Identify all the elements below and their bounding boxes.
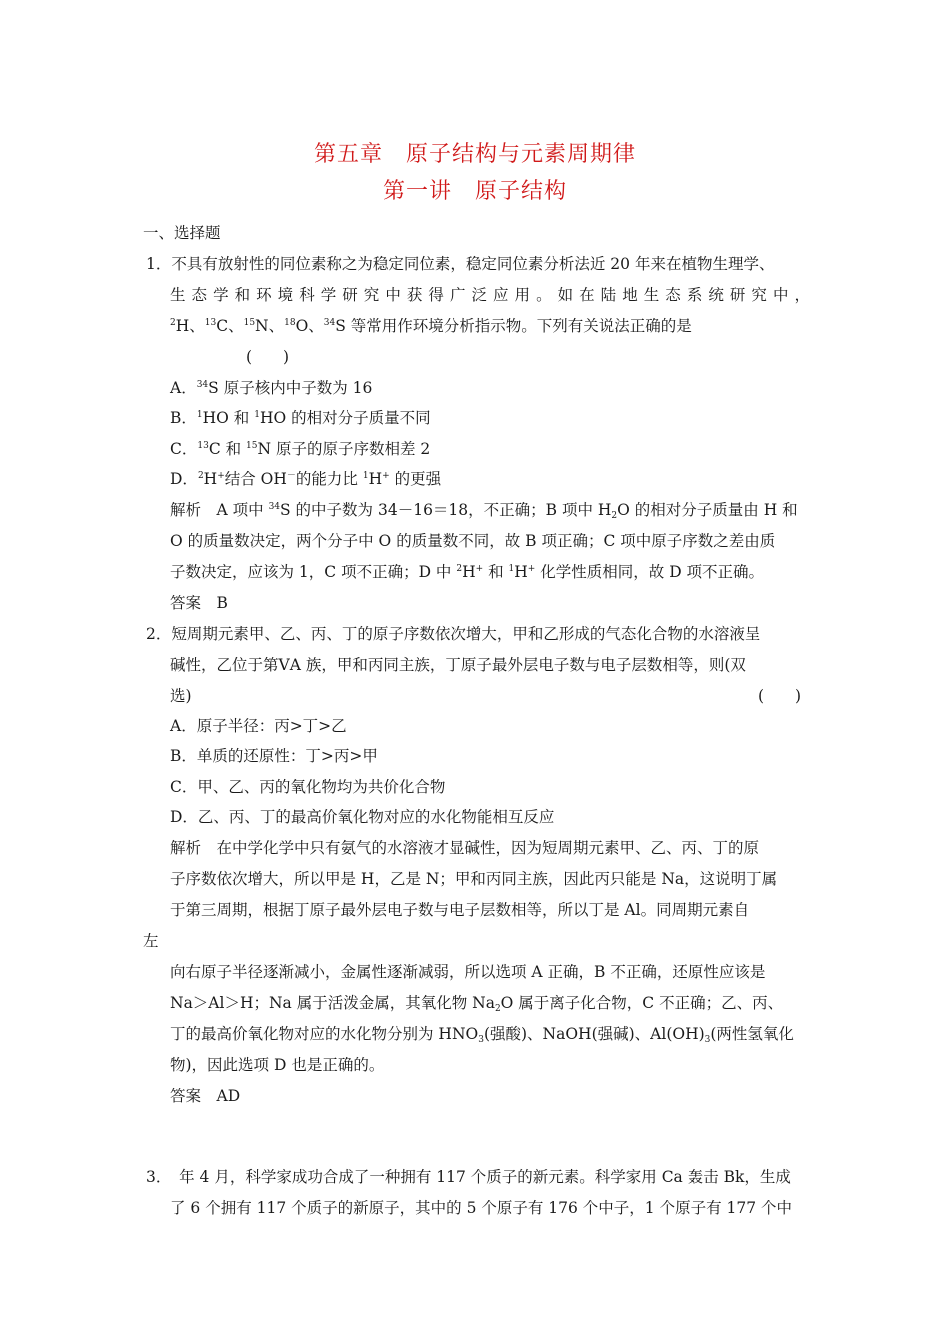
q1-option-d: D．$^2$H+结合 OH－的能力比 $^1$H+ 的更强 <box>170 470 442 488</box>
q2-stem-line-1: 2．短周期元素甲、乙、丙、丁的原子序数依次增大，甲和乙形成的气态化合物的水溶液呈 <box>146 625 761 643</box>
q2-option-d: D．乙、丙、丁的最高价氧化物对应的水化物能相互反应 <box>170 808 555 826</box>
q2-analysis-line-6: Na＞Al＞H；Na 属于活泼金属，其氧化物 $Na_2O$ 属于离子化合物，C 不正确；乙、丙、 <box>170 994 784 1014</box>
q1-stem-line-1: 1．不具有放射性的同位素称之为稳定同位素，稳定同位素分析法近 20 年来在植物生理学、 <box>146 255 775 273</box>
q1-analysis-line-1: 解析 A 项中 $^{34}$S 的中子数为 34－16＝18，不正确；B 项中 $H_2O$ 的相对分子质量由 H 和 <box>170 501 798 521</box>
q2-stem-line-2: 碱性，乙位于第ⅤA 族，甲和丙同主族，丁原子最外层电子数与电子层数相等，则(双 <box>170 656 746 674</box>
q2-analysis-line-2: 子序数依次增大，所以甲是 H，乙是 N；甲和丙同主族，因此丙只能是 Na，这说明丁属 <box>170 870 778 888</box>
section-heading: 一、选择题 <box>143 224 221 242</box>
chapter-title: 第五章 原子结构与元素周期律 <box>313 142 636 167</box>
q1-option-b: B．$^1$HO 和 $^1$HO 的相对分子质量不同 <box>170 409 431 427</box>
q2-option-c: C．甲、乙、丙的氧化物均为共价化合物 <box>170 778 446 796</box>
q1-option-c: C．$^{13}$C 和 $^{15}$N 原子的原子序数相差 2 <box>170 440 431 458</box>
q2-analysis-line-5: 向右原子半径逐渐减小，金属性逐渐减弱，所以选项 A 正确，B 不正确，还原性应该是 <box>170 963 766 981</box>
q1-stem-line-2: 生态学和环境科学研究中获得广泛应用。如在陆地生态系统研究中， <box>170 286 810 304</box>
q2-analysis-line-4: 左 <box>143 932 159 950</box>
lesson-title: 第一讲 原子结构 <box>382 179 567 204</box>
q3-stem-line-1: 3． 年 4 月，科学家成功合成了一种拥有 117 个质子的新元素。科学家用 Ca 轰击 Bk，生成 <box>146 1168 791 1186</box>
q2-option-a: A．原子半径：丙>丁>乙 <box>170 717 347 735</box>
q2-answer: 答案 AD <box>170 1087 241 1105</box>
q2-answer-blank: ( ) <box>758 687 802 705</box>
q1-stem-line-3: $^2$H、$^{13}$C、$^{15}$N、$^{18}$O、$^{34}$S 等常用作环境分析指示物。下列有关说法正确的是 <box>170 317 692 335</box>
q1-answer: 答案 B <box>170 594 228 612</box>
q2-option-b: B．单质的还原性：丁>丙>甲 <box>170 747 378 765</box>
q3-stem-line-2: 了 6 个拥有 117 个质子的新原子，其中的 5 个原子有 176 个中子，1 个原子有 177 个中 <box>170 1199 793 1217</box>
q1-analysis-line-3: 子数决定，应该为 1，C 项不正确；D 中 $^2$H+ 和 $^1$H+ 化学性质相同，故 D 项不正确。 <box>170 563 765 581</box>
q1-answer-blank: ( ) <box>246 348 290 366</box>
q2-analysis-line-7: 丁的最高价氧化物对应的水化物分别为 $HNO_3$(强酸)、NaOH(强碱)、$Al(OH)_3$(两性氢氧化 <box>170 1025 794 1045</box>
q2-analysis-line-8: 物)，因此选项 D 也是正确的。 <box>170 1056 385 1074</box>
q2-stem-line-3: 选) <box>170 687 192 705</box>
q1-analysis-line-2: O 的质量数决定，两个分子中 O 的质量数不同，故 B 项正确；C 项中原子序数之差由质 <box>170 532 776 550</box>
q1-option-a: A．$^{34}$S 原子核内中子数为 16 <box>170 379 373 397</box>
q2-analysis-line-1: 解析 在中学化学中只有氨气的水溶液才显碱性，因为短周期元素甲、乙、丙、丁的原 <box>170 839 760 857</box>
q2-analysis-line-3: 于第三周期，根据丁原子最外层电子数与电子层数相等，所以丁是 Al。同周期元素自 <box>170 901 750 919</box>
